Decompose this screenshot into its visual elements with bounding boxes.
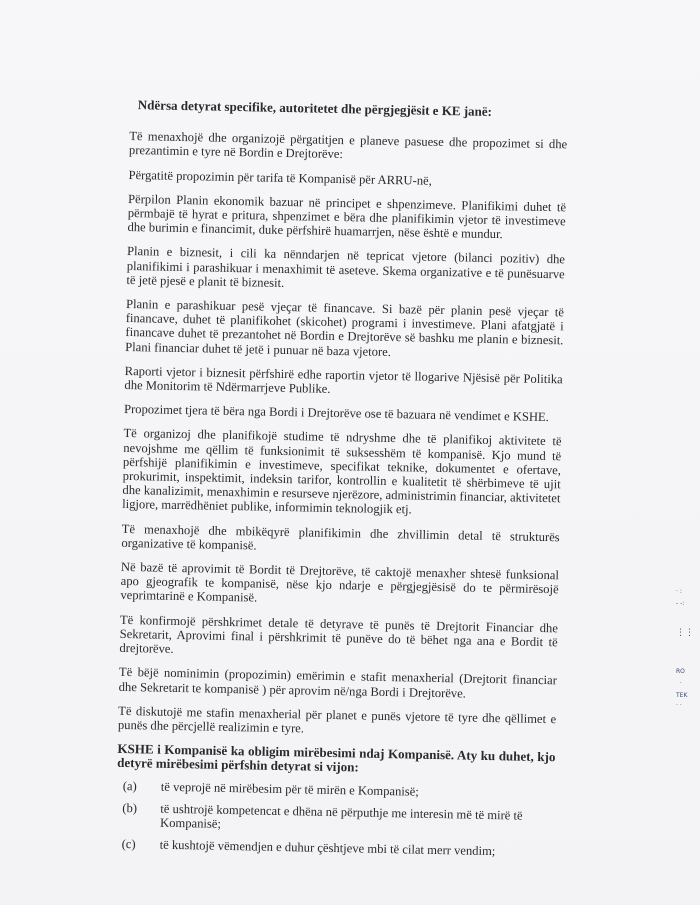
paragraph: Të bëjë nominimin (propozimin) emërimin e stafit menaxherial (Drejtorit financiar dhe Sekretarit te kompanisë ) për aprovim në/nga Bordi i Drejtorëve. [118,665,558,701]
paragraph: Përgatitë propozimin për tarifa të Kompanisë për ARRU-në, [128,167,432,188]
paragraph: Në bazë të aprovimit të Bordit të Drejtorëve, të caktojë menaxher shtesë funksional apo gjeografik te kompanisë, nëse kjo ndarje e përgjegjësisë do te përmirësojë veprimtarinë e Kompanisë. [120,559,560,606]
stamp-text: TEK [676,692,688,699]
paragraph: Planin e parashikuar pesë vjeçar të financave. Si bazë për planin pesë vjeçar të financave, duhet të planifikohet (skicohet) programi i investimeve. Plani afatgjatë i financave duhet të prezantohet në Bordin e Drejtorëve së bashku me planin e biznesit. Plani financiar duhet të jetë i punuar në baza vjetore. [125,296,565,359]
stamp-text: RO [676,668,685,675]
paragraph: Të menaxhojë dhe organizojë përgatitjen e planeve pasuese dhe propozimet si dhe prezantimin e tyre në Bordin e Drejtorëve: [128,129,568,162]
list-item [116,801,554,838]
paragraph: Planin e biznesit, i cili ka nënndarjen në tepricat vjetore (bilanci pozitiv) dhe planifikimi i parashikuar i menaxhimit të aseteve. Skema organizative e të punësuarve të jetë pjesë e planit të biznesit. [126,244,566,290]
paragraph: Përpilon Planin ekonomik bazuar në principet e shpenzimeve. Planifikimi duhet të përmbajë të hyrat e pritura, shpenzimet e bëra dhe planifikimin vjetor të investimeve dhe burimin e financimit, duke përfshirë huamarrjen, nëse është e mundur. [127,191,567,242]
list-item [116,837,554,860]
list-marker: (a) [122,778,137,793]
list-item-text: të veprojë në mirëbesim për të mirën e Kompanisë; [160,779,419,799]
paragraph: Raporti vjetor i biznesit përfshirë edhe raportin vjetor të llogarive Njësisë për Politika dhe Monitorim të Ndërmarrjeve Publike. [124,363,563,396]
obligation-heading: KSHE i Kompanisë ka obligim mirëbesimi ndaj Kompanisë. Aty ku duhet, kjo detyrë mirëbesimi përfshin detyrat si vijon: [117,740,556,775]
paragraph: Të konfirmojë përshkrimet detale të detyrave të punës të Drejtorit Financiar dhe Sekretarit, Aprovimi final i përshkrimit të punëve do të bëhet nga ana e Bordit të drejtorëve. [119,612,559,657]
list-item-text: të kushtojë vëmendjen e duhur çështjeve mbi të cilat merr vendim; [159,837,496,859]
stamp-bleed-marks [672,580,700,720]
list-item-text: të ushtrojë kompetencat e dhëna në përputhje me interesin më të mirë të Kompanisë; [159,801,523,831]
list-item [117,778,555,801]
section-heading: Ndërsa detyrat specifike, autoritetet dhe përgjegjësit e KE janë: [137,97,493,119]
stamp-glyph: ⋮⋮ [676,628,694,638]
paragraph: Të organizoj dhe planifikojë studime të ndryshme dhe të planifikoj aktivitete të nevojshme me qëllim të funksionimit të suksesshëm të kompanisë. Kjo mund të përfshijë planifikimin e investimeve, specifikat teknike, dokumentet e ofertave, prokurimit, inspektimit, indeksin tarifor, kontrollin e kualitetit të shërbimeve të ujit dhe kanalizimit, menaxhimin e resurseve njerëzore, administrimin financiar, aktivitetet ligjore, marrëdhëniet publike, informimin teknologjik etj. [122,426,562,517]
stamp-dots: - -: [676,600,685,607]
list-marker: (b) [122,800,138,815]
paragraph: Propozimet tjera të bëra nga Bordi i Drejtorëve ose të bazuara në vendimet e KSHE. [123,402,549,425]
paragraph: Të menaxhojë dhe mbikëqyrë planifikimin dhe zhvillimin detal të strukturës organizative të kompanisë. [121,521,560,553]
stamp-dots: · · [676,702,682,709]
stamp-dots: · : [676,588,682,595]
document-body [115,98,568,868]
paragraph: Të diskutojë me stafin menaxherial për planet e punës vjetore të tyre dhe qëllimet e punës dhe përcjellë realizimin e tyre. [117,703,557,736]
stamp-dots: · [676,680,682,687]
list-marker: (c) [121,837,136,852]
